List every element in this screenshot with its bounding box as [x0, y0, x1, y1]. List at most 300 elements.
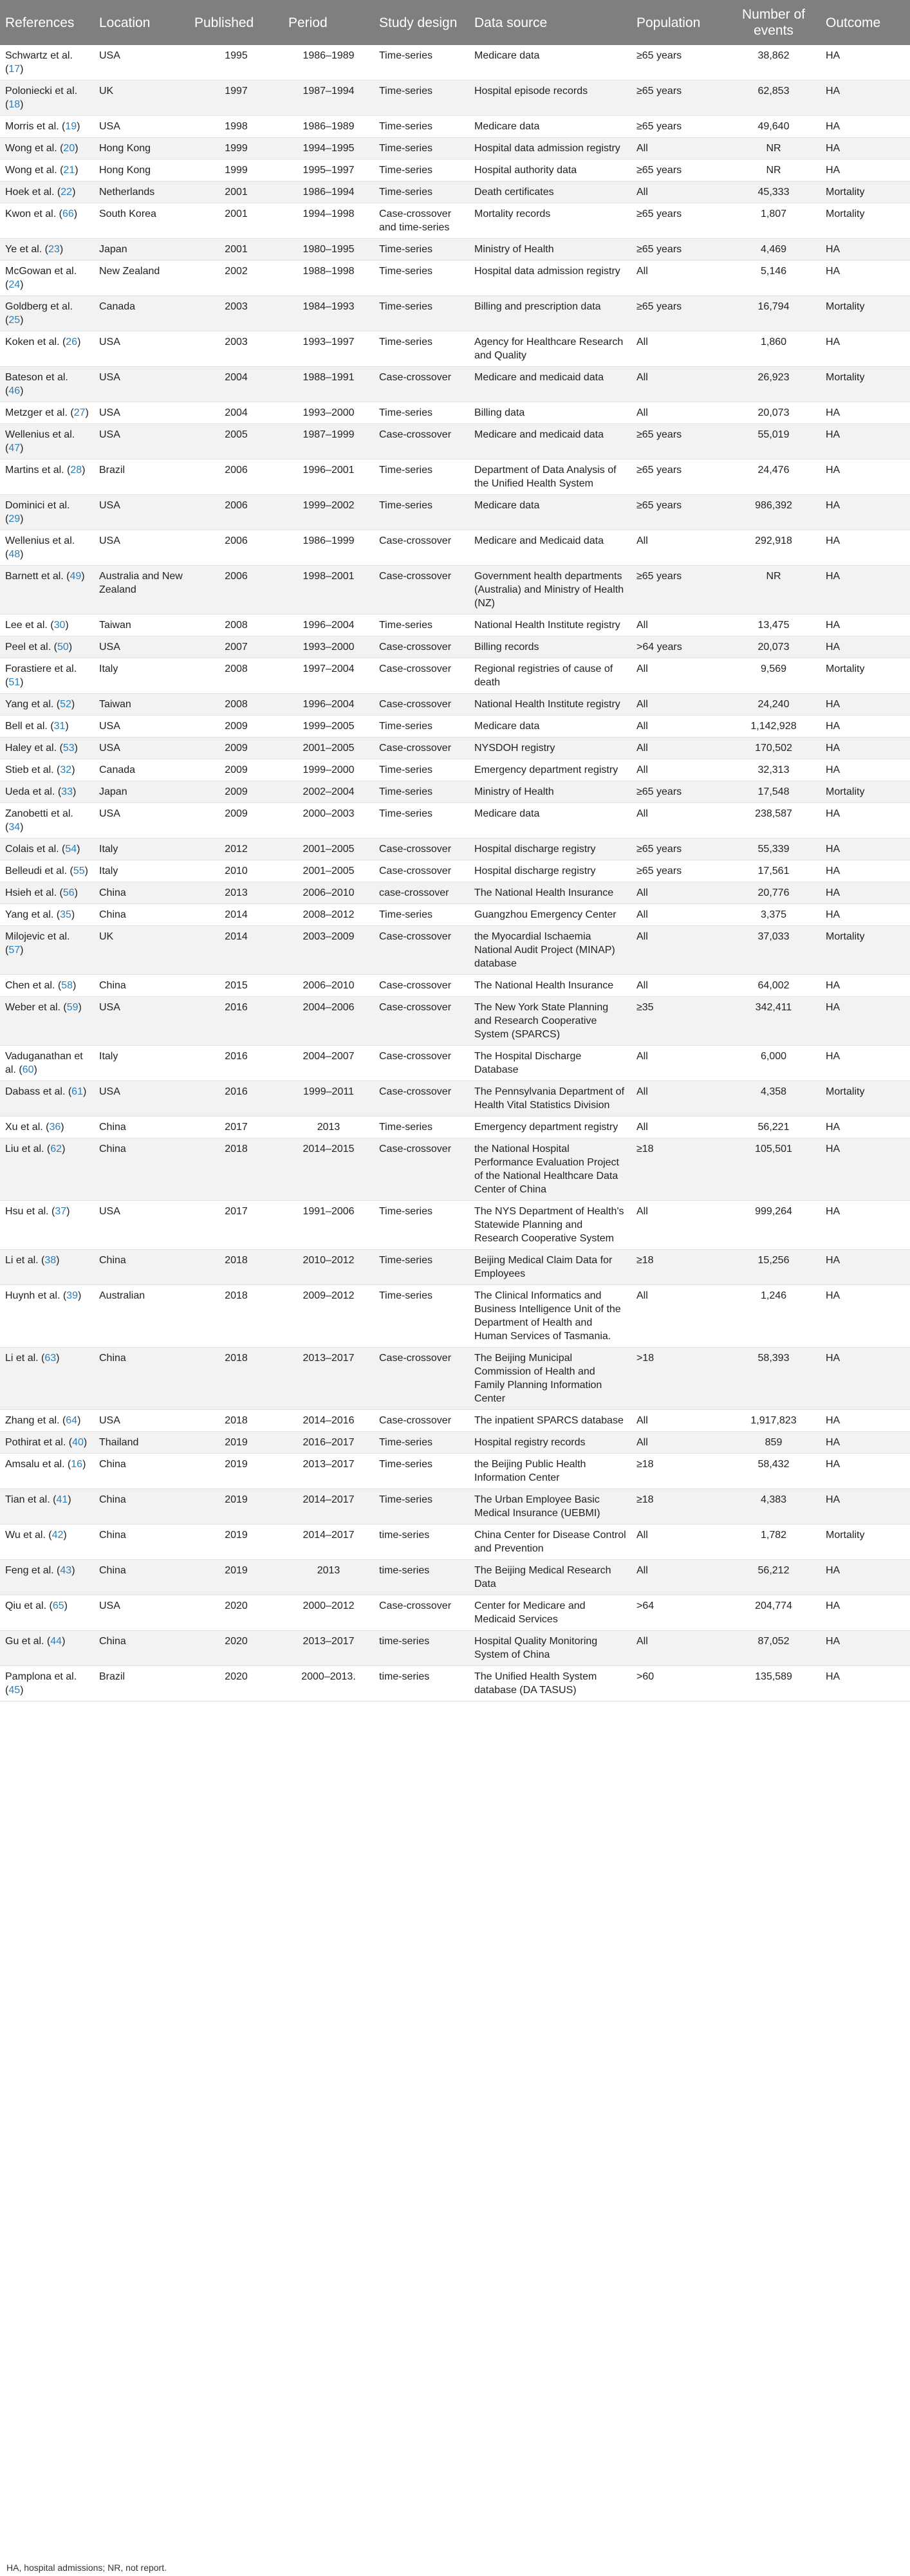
reference-cell: Schwartz et al. (17) [0, 45, 94, 80]
reference-citation-link[interactable]: 61 [71, 1086, 83, 1097]
reference-author: Lee et al. [5, 620, 48, 631]
reference-author: Ye et al. [5, 244, 42, 255]
study-design-cell: Case-crossover [374, 424, 469, 459]
reference-citation-link[interactable]: 28 [70, 465, 82, 476]
table-header [0, 0, 910, 45]
study-design-cell: Time-series [374, 402, 469, 424]
reference-author: Forastiere et al. [5, 663, 77, 674]
reference-cell: Metzger et al. (27) [0, 402, 94, 424]
reference-author: Qiu et al. [5, 1600, 47, 1611]
reference-citation-link[interactable]: 65 [52, 1600, 64, 1611]
reference-citation-link[interactable]: 31 [53, 721, 66, 732]
outcome-cell: HA [821, 1138, 910, 1201]
reference-citation-link[interactable]: 48 [8, 549, 21, 560]
study-design-cell: Time-series [374, 160, 469, 181]
column-header-outcome: Outcome [821, 0, 910, 45]
table-row [0, 1432, 910, 1454]
reference-citation-link[interactable]: 53 [62, 743, 75, 754]
outcome-cell: HA [821, 331, 910, 367]
study-design-cell: Time-series [374, 239, 469, 261]
published-cell: 2009 [189, 781, 283, 803]
reference-citation-link[interactable]: 46 [8, 385, 21, 396]
period-cell: 1999–2002 [283, 495, 374, 530]
reference-citation-link[interactable]: 54 [65, 844, 77, 855]
data-source-cell: Medicare data [469, 45, 631, 80]
location-cell: China [94, 1348, 189, 1410]
reference-citation-link[interactable]: 26 [66, 337, 78, 347]
period-cell: 2016–2017 [283, 1432, 374, 1454]
reference-author: Bateson et al. [5, 372, 68, 383]
period-cell: 1997–2004 [283, 658, 374, 694]
data-source-cell: The Beijing Municipal Commission of Health and Family Planning Information Center [469, 1348, 631, 1410]
table-row [0, 926, 910, 975]
number-of-events-cell: 4,383 [727, 1489, 821, 1524]
table-row [0, 759, 910, 781]
data-source-cell: The Unified Health System database (DA TASUS) [469, 1666, 631, 1701]
data-source-cell: The National Health Insurance [469, 882, 631, 904]
number-of-events-cell: 170,502 [727, 737, 821, 759]
reference-author: Yang et al. [5, 699, 54, 710]
table-row [0, 658, 910, 694]
published-cell: 2008 [189, 615, 283, 636]
study-design-cell: Case-crossover [374, 926, 469, 975]
outcome-cell: HA [821, 116, 910, 138]
reference-citation-link[interactable]: 19 [65, 121, 77, 132]
reference-citation-link[interactable]: 17 [8, 64, 21, 75]
outcome-cell: HA [821, 997, 910, 1046]
number-of-events-cell: 56,212 [727, 1560, 821, 1595]
population-cell: All [631, 530, 727, 566]
reference-citation-link[interactable]: 24 [8, 279, 21, 290]
period-cell: 1996–2004 [283, 694, 374, 716]
study-design-cell: Time-series [374, 759, 469, 781]
period-cell: 1986–1989 [283, 45, 374, 80]
reference-author: Wong et al. [5, 165, 57, 176]
outcome-cell: HA [821, 975, 910, 997]
table-row [0, 1117, 910, 1138]
population-cell: All [631, 716, 727, 737]
reference-cell: Peel et al. (50) [0, 636, 94, 658]
reference-author: Li et al. [5, 1255, 39, 1266]
reference-citation-link[interactable]: 29 [8, 514, 21, 524]
published-cell: 2005 [189, 424, 283, 459]
reference-author: Wong et al. [5, 143, 57, 154]
reference-citation-link[interactable]: 36 [49, 1122, 61, 1133]
study-design-cell: time-series [374, 1524, 469, 1560]
reference-cell: Wellenius et al. (48) [0, 530, 94, 566]
reference-cell: Kwon et al. (66) [0, 203, 94, 239]
study-design-cell: Time-series [374, 1489, 469, 1524]
reference-citation-link[interactable]: 56 [62, 887, 75, 898]
location-cell: Italy [94, 860, 189, 882]
number-of-events-cell: 24,240 [727, 694, 821, 716]
reference-cell: Tian et al. (41) [0, 1489, 94, 1524]
period-cell: 1986–1999 [283, 530, 374, 566]
data-source-cell: The NYS Department of Health's Statewide Planning and Research Cooperative System [469, 1201, 631, 1250]
reference-cell: Barnett et al. (49) [0, 566, 94, 615]
outcome-cell: HA [821, 566, 910, 615]
published-cell: 2019 [189, 1454, 283, 1489]
reference-author: Goldberg et al. [5, 301, 73, 312]
table-row [0, 615, 910, 636]
number-of-events-cell: 1,246 [727, 1285, 821, 1348]
location-cell: USA [94, 45, 189, 80]
reference-citation-link[interactable]: 60 [22, 1064, 34, 1075]
population-cell: ≥65 years [631, 566, 727, 615]
reference-cell: Dominici et al. (29) [0, 495, 94, 530]
study-design-cell: Case-crossover [374, 860, 469, 882]
period-cell: 1987–1999 [283, 424, 374, 459]
table-row [0, 803, 910, 839]
outcome-cell: HA [821, 615, 910, 636]
data-source-cell: The Beijing Medical Research Data [469, 1560, 631, 1595]
reference-citation-link[interactable]: 37 [55, 1206, 67, 1217]
published-cell: 2018 [189, 1348, 283, 1410]
data-source-cell: Guangzhou Emergency Center [469, 904, 631, 926]
published-cell: 2013 [189, 882, 283, 904]
period-cell: 2014–2017 [283, 1489, 374, 1524]
reference-author: Haley et al. [5, 743, 57, 754]
data-source-cell: the National Hospital Performance Evaluation Project of the National Healthcare Data Center of China [469, 1138, 631, 1201]
reference-author: Wellenius et al. [5, 429, 75, 440]
reference-citation-link[interactable]: 43 [60, 1565, 72, 1576]
table-row [0, 203, 910, 239]
population-cell: All [631, 1524, 727, 1560]
data-source-cell: The Urban Employee Basic Medical Insurance (UEBMI) [469, 1489, 631, 1524]
reference-author: Martins et al. [5, 465, 64, 476]
published-cell: 2006 [189, 566, 283, 615]
data-source-cell: Government health departments (Australia) and Ministry of Health (NZ) [469, 566, 631, 615]
reference-citation-link[interactable]: 32 [60, 764, 72, 775]
published-cell: 2018 [189, 1250, 283, 1285]
population-cell: All [631, 1285, 727, 1348]
period-cell: 2004–2007 [283, 1046, 374, 1081]
reference-citation-link[interactable]: 63 [44, 1353, 57, 1364]
period-cell: 2000–2003 [283, 803, 374, 839]
reference-author: Morris et al. [5, 121, 59, 132]
study-design-cell: Time-series [374, 1432, 469, 1454]
reference-citation-link[interactable]: 51 [8, 677, 21, 688]
reference-citation-link[interactable]: 58 [61, 980, 73, 991]
population-cell: ≥65 years [631, 116, 727, 138]
outcome-cell: HA [821, 495, 910, 530]
location-cell: China [94, 1138, 189, 1201]
reference-cell: McGowan et al. (24) [0, 261, 94, 296]
reference-citation-link[interactable]: 55 [73, 866, 85, 876]
reference-citation-link[interactable]: 42 [51, 1530, 64, 1541]
study-design-cell: Time-series [374, 80, 469, 116]
population-cell: ≥65 years [631, 160, 727, 181]
reference-citation-link[interactable]: 49 [70, 571, 82, 582]
data-source-cell: National Health Institute registry [469, 694, 631, 716]
reference-cell: Poloniecki et al. (18) [0, 80, 94, 116]
population-cell: ≥35 [631, 997, 727, 1046]
number-of-events-cell: 999,264 [727, 1201, 821, 1250]
reference-cell: Feng et al. (43) [0, 1560, 94, 1595]
number-of-events-cell: 859 [727, 1432, 821, 1454]
table-row [0, 975, 910, 997]
period-cell: 1993–2000 [283, 636, 374, 658]
reference-cell: Belleudi et al. (55) [0, 860, 94, 882]
table-row [0, 636, 910, 658]
population-cell: All [631, 882, 727, 904]
table-row [0, 495, 910, 530]
period-cell: 2014–2015 [283, 1138, 374, 1201]
number-of-events-cell: 1,807 [727, 203, 821, 239]
period-cell: 2001–2005 [283, 839, 374, 860]
number-of-events-cell: 32,313 [727, 759, 821, 781]
location-cell: New Zealand [94, 261, 189, 296]
location-cell: USA [94, 716, 189, 737]
location-cell: USA [94, 1201, 189, 1250]
table-row [0, 160, 910, 181]
table-row [0, 402, 910, 424]
published-cell: 2019 [189, 1524, 283, 1560]
study-design-cell: Case-crossover [374, 530, 469, 566]
data-source-cell: Hospital data admission registry [469, 261, 631, 296]
period-cell: 1988–1998 [283, 261, 374, 296]
table-row [0, 80, 910, 116]
reference-citation-link[interactable]: 20 [63, 143, 75, 154]
period-cell: 1986–1989 [283, 116, 374, 138]
population-cell: All [631, 1432, 727, 1454]
population-cell: ≥65 years [631, 424, 727, 459]
number-of-events-cell: 105,501 [727, 1138, 821, 1201]
study-design-cell: Case-crossover [374, 636, 469, 658]
location-cell: USA [94, 402, 189, 424]
location-cell: South Korea [94, 203, 189, 239]
reference-citation-link[interactable]: 44 [50, 1636, 62, 1647]
reference-cell: Li et al. (38) [0, 1250, 94, 1285]
outcome-cell: HA [821, 1348, 910, 1410]
reference-cell: Amsalu et al. (16) [0, 1454, 94, 1489]
population-cell: All [631, 1560, 727, 1595]
population-cell: All [631, 1631, 727, 1666]
reference-citation-link[interactable]: 27 [73, 407, 86, 418]
period-cell: 1995–1997 [283, 160, 374, 181]
period-cell: 1996–2004 [283, 615, 374, 636]
reference-cell: Forastiere et al. (51) [0, 658, 94, 694]
population-cell: All [631, 658, 727, 694]
population-cell: All [631, 926, 727, 975]
reference-cell: Wong et al. (21) [0, 160, 94, 181]
period-cell: 2006–2010 [283, 975, 374, 997]
outcome-cell: HA [821, 1432, 910, 1454]
data-source-cell: Billing and prescription data [469, 296, 631, 331]
reference-cell: Vaduganathan et al. (60) [0, 1046, 94, 1081]
published-cell: 2004 [189, 402, 283, 424]
reference-citation-link[interactable]: 52 [60, 699, 71, 710]
population-cell: >60 [631, 1666, 727, 1701]
published-cell: 2019 [189, 1489, 283, 1524]
number-of-events-cell: 55,019 [727, 424, 821, 459]
published-cell: 2009 [189, 759, 283, 781]
reference-citation-link[interactable]: 35 [60, 909, 71, 920]
reference-cell: Wu et al. (42) [0, 1524, 94, 1560]
published-cell: 2016 [189, 1046, 283, 1081]
outcome-cell: Mortality [821, 781, 910, 803]
population-cell: All [631, 1201, 727, 1250]
table-row [0, 181, 910, 203]
published-cell: 2020 [189, 1666, 283, 1701]
number-of-events-cell: 6,000 [727, 1046, 821, 1081]
outcome-cell: HA [821, 1250, 910, 1285]
reference-author: Feng et al. [5, 1565, 54, 1576]
outcome-cell: HA [821, 239, 910, 261]
number-of-events-cell: NR [727, 138, 821, 160]
published-cell: 2014 [189, 926, 283, 975]
study-design-cell: Case-crossover [374, 694, 469, 716]
data-source-cell: the Myocardial Ischaemia National Audit Project (MINAP) database [469, 926, 631, 975]
number-of-events-cell: 238,587 [727, 803, 821, 839]
table-row [0, 459, 910, 495]
reference-citation-link[interactable]: 21 [63, 165, 75, 176]
reference-citation-link[interactable]: 64 [66, 1415, 78, 1426]
published-cell: 2020 [189, 1631, 283, 1666]
reference-citation-link[interactable]: 62 [50, 1144, 62, 1154]
reference-citation-link[interactable]: 45 [8, 1685, 21, 1696]
reference-author: Milojevic et al. [5, 931, 70, 942]
number-of-events-cell: 24,476 [727, 459, 821, 495]
study-design-cell: Time-series [374, 45, 469, 80]
reference-citation-link[interactable]: 25 [8, 315, 21, 326]
reference-citation-link[interactable]: 66 [62, 208, 74, 219]
location-cell: China [94, 1117, 189, 1138]
outcome-cell: Mortality [821, 926, 910, 975]
reference-cell: Xu et al. (36) [0, 1117, 94, 1138]
reference-author: Hoek et al. [5, 187, 55, 198]
location-cell: Hong Kong [94, 138, 189, 160]
reference-author: McGowan et al. [5, 266, 77, 277]
published-cell: 2008 [189, 694, 283, 716]
number-of-events-cell: 3,375 [727, 904, 821, 926]
population-cell: ≥18 [631, 1138, 727, 1201]
reference-author: Gu et al. [5, 1636, 44, 1647]
location-cell: USA [94, 116, 189, 138]
outcome-cell: Mortality [821, 1081, 910, 1117]
location-cell: China [94, 1560, 189, 1595]
location-cell: Brazil [94, 1666, 189, 1701]
table-row [0, 882, 910, 904]
reference-citation-link[interactable]: 47 [8, 443, 21, 454]
reference-cell: Pamplona et al. (45) [0, 1666, 94, 1701]
data-source-cell: Hospital registry records [469, 1432, 631, 1454]
reference-citation-link[interactable]: 59 [66, 1002, 79, 1013]
number-of-events-cell: 4,358 [727, 1081, 821, 1117]
published-cell: 2016 [189, 997, 283, 1046]
reference-cell: Zanobetti et al. (34) [0, 803, 94, 839]
population-cell: ≥65 years [631, 80, 727, 116]
period-cell: 2014–2016 [283, 1410, 374, 1432]
reference-citation-link[interactable]: 57 [8, 945, 21, 956]
period-cell: 2001–2005 [283, 860, 374, 882]
outcome-cell: Mortality [821, 1524, 910, 1560]
reference-author: Metzger et al. [5, 407, 68, 418]
outcome-cell: HA [821, 1631, 910, 1666]
location-cell: Hong Kong [94, 160, 189, 181]
number-of-events-cell: 26,923 [727, 367, 821, 402]
data-source-cell: The Pennsylvania Department of Health Vital Statistics Division [469, 1081, 631, 1117]
location-cell: USA [94, 367, 189, 402]
reference-citation-link[interactable]: 22 [60, 187, 73, 198]
population-cell: ≥65 years [631, 296, 727, 331]
number-of-events-cell: 62,853 [727, 80, 821, 116]
reference-citation-link[interactable]: 34 [8, 822, 21, 833]
reference-author: Vaduganathan et al. [5, 1051, 83, 1075]
column-header-number-of-events: Number of events [727, 0, 821, 45]
reference-cell: Stieb et al. (32) [0, 759, 94, 781]
published-cell: 1995 [189, 45, 283, 80]
location-cell: USA [94, 737, 189, 759]
population-cell: ≥65 years [631, 45, 727, 80]
table-row [0, 566, 910, 615]
outcome-cell: HA [821, 759, 910, 781]
number-of-events-cell: 45,333 [727, 181, 821, 203]
population-cell: ≥65 years [631, 860, 727, 882]
reference-cell: Hoek et al. (22) [0, 181, 94, 203]
location-cell: USA [94, 803, 189, 839]
reference-citation-link[interactable]: 41 [56, 1494, 68, 1505]
reference-citation-link[interactable]: 16 [71, 1459, 83, 1470]
period-cell: 2008–2012 [283, 904, 374, 926]
reference-citation-link[interactable]: 33 [61, 786, 73, 797]
outcome-cell: HA [821, 1595, 910, 1631]
reference-citation-link[interactable]: 30 [53, 620, 66, 631]
reference-author: Dominici et al. [5, 500, 70, 511]
number-of-events-cell: 135,589 [727, 1666, 821, 1701]
study-design-cell: Time-series [374, 1201, 469, 1250]
reference-cell: Martins et al. (28) [0, 459, 94, 495]
reference-cell: Colais et al. (54) [0, 839, 94, 860]
number-of-events-cell: 87,052 [727, 1631, 821, 1666]
outcome-cell: HA [821, 459, 910, 495]
reference-author: Tian et al. [5, 1494, 50, 1505]
reference-citation-link[interactable]: 40 [72, 1437, 84, 1448]
location-cell: Japan [94, 781, 189, 803]
population-cell: All [631, 803, 727, 839]
reference-citation-link[interactable]: 50 [57, 642, 69, 653]
period-cell: 2006–2010 [283, 882, 374, 904]
reference-cell: Wong et al. (20) [0, 138, 94, 160]
published-cell: 2010 [189, 860, 283, 882]
outcome-cell: Mortality [821, 367, 910, 402]
outcome-cell: HA [821, 716, 910, 737]
study-design-cell: Time-series [374, 904, 469, 926]
published-cell: 2003 [189, 296, 283, 331]
outcome-cell: Mortality [821, 181, 910, 203]
reference-citation-link[interactable]: 23 [48, 244, 60, 255]
reference-citation-link[interactable]: 39 [66, 1290, 78, 1301]
reference-citation-link[interactable]: 18 [8, 99, 21, 110]
published-cell: 2020 [189, 1595, 283, 1631]
outcome-cell: HA [821, 1489, 910, 1524]
period-cell: 2013 [283, 1117, 374, 1138]
number-of-events-cell: 37,033 [727, 926, 821, 975]
number-of-events-cell: 17,548 [727, 781, 821, 803]
table-row [0, 737, 910, 759]
reference-cell: Morris et al. (19) [0, 116, 94, 138]
location-cell: Canada [94, 759, 189, 781]
reference-citation-link[interactable]: 38 [44, 1255, 57, 1266]
published-cell: 2018 [189, 1285, 283, 1348]
data-source-cell: National Health Institute registry [469, 615, 631, 636]
population-cell: ≥65 years [631, 239, 727, 261]
published-cell: 2016 [189, 1081, 283, 1117]
location-cell: USA [94, 424, 189, 459]
column-header-data-source: Data source [469, 0, 631, 45]
period-cell: 1984–1993 [283, 296, 374, 331]
location-cell: USA [94, 1595, 189, 1631]
